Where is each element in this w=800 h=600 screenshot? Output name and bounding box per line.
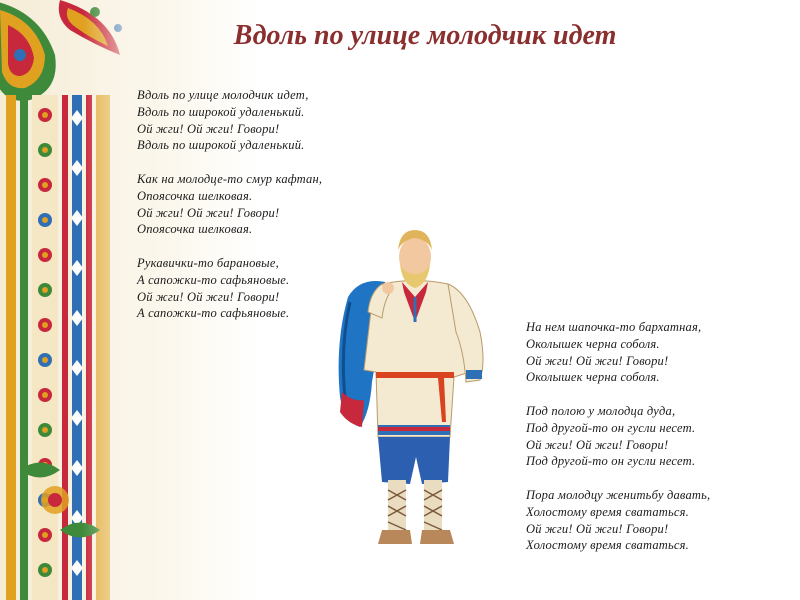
verse-line: Ой жги! Ой жги! Говори!	[526, 353, 669, 368]
verse-line: Околышек черна соболя.	[526, 370, 660, 385]
verse-line: А сапожки-то сафьяновые.	[137, 306, 290, 321]
verse-line: Ой жги! Ой жги! Говори!	[137, 289, 280, 304]
folk-ornament-border	[0, 0, 150, 600]
verse-line: Опоясочка шелковая.	[137, 188, 253, 203]
verse-line: Рукавички-то барановые,	[137, 255, 279, 270]
verse-line: Под полою у молодца дуда,	[526, 403, 676, 418]
verse-line: На нем шапочка-то бархатная,	[526, 320, 702, 334]
verse-left	[137, 87, 322, 322]
verse-line: Околышек черна соболя.	[526, 336, 660, 351]
verse-line: Как на молодце-то смур кафтан,	[137, 171, 323, 186]
verse-line: Ой жги! Ой жги! Говори!	[526, 437, 669, 452]
verse-line: Ой жги! Ой жги! Говори!	[137, 121, 280, 136]
verse-right	[526, 319, 710, 554]
verse-line: Вдоль по широкой удаленький.	[137, 138, 305, 153]
verse-line: Холостому время свататься.	[526, 504, 689, 519]
page-title: Вдоль по улице молодчик идет	[233, 20, 617, 51]
verse-line: Вдоль по широкой удаленький.	[137, 104, 305, 119]
verse-line: Под другой-то он гусли несет.	[526, 420, 696, 435]
verse-line: А сапожки-то сафьяновые.	[137, 272, 290, 287]
verse-line: Вдоль по улице молодчик идет,	[137, 88, 309, 102]
verse-line: Ой жги! Ой жги! Говори!	[526, 521, 669, 536]
verse-line: Под другой-то он гусли несет.	[526, 454, 696, 469]
verse-line: Опоясочка шелковая.	[137, 222, 253, 237]
verse-line: Ой жги! Ой жги! Говори!	[137, 205, 280, 220]
verse-line: Пора молодцу женитьбу давать,	[526, 487, 711, 502]
russian-man-illustration	[330, 222, 500, 554]
verse-line: Холостому время свататься.	[526, 538, 689, 553]
